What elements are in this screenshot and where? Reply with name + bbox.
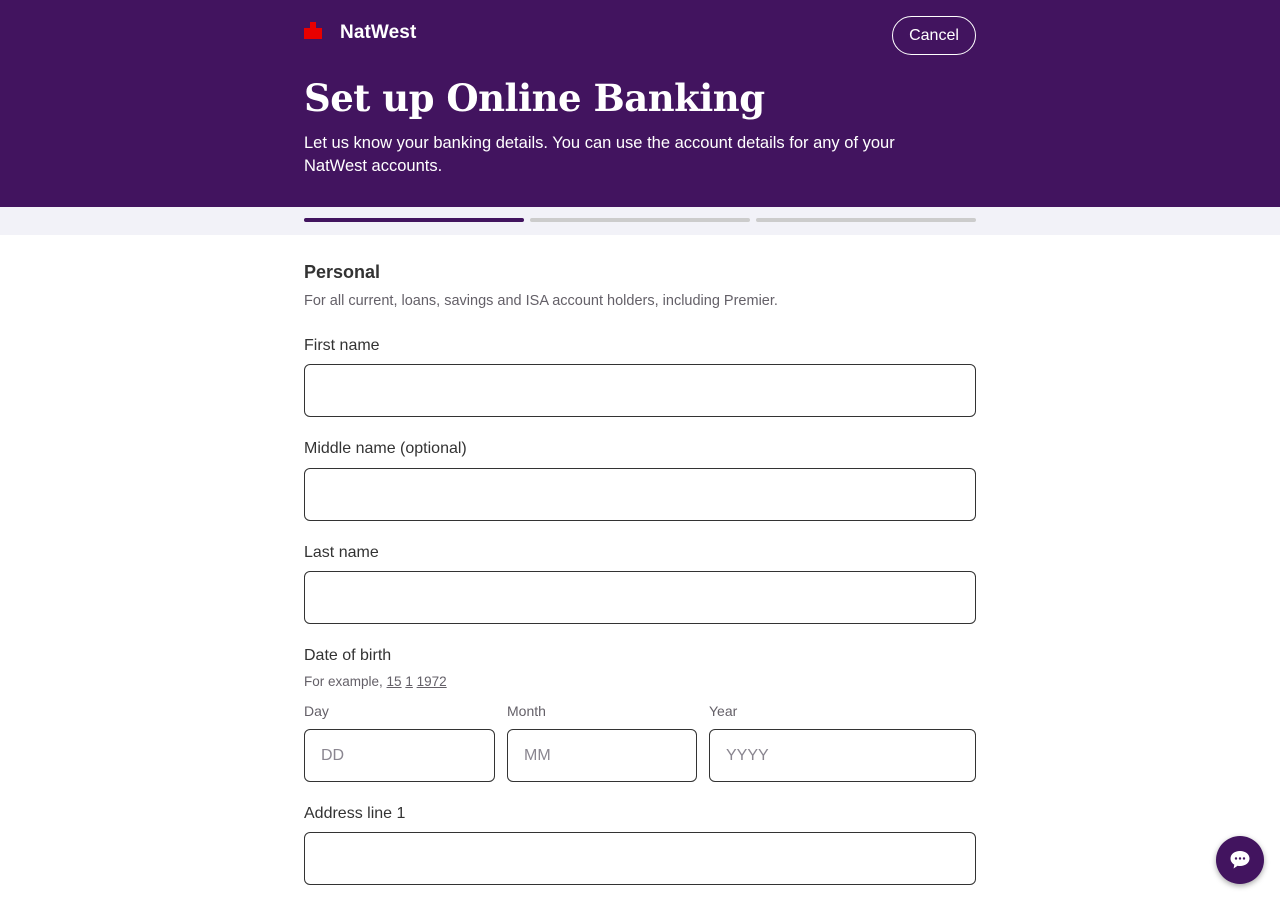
section-description: For all current, loans, savings and ISA account holders, including Premier. [304, 293, 778, 309]
progress-indicator [0, 207, 1280, 235]
chat-button[interactable] [1216, 836, 1264, 884]
dob-year-label: Year [709, 703, 738, 719]
dob-hint [304, 674, 447, 689]
progress-step-1 [304, 218, 524, 222]
address-line-1-label: Address line 1 [304, 805, 406, 822]
dob-day-label: Day [304, 703, 329, 719]
progress-step-2 [530, 218, 750, 222]
dob-hint-month: 1 [405, 674, 413, 689]
natwest-logo-icon [304, 22, 326, 44]
last-name-input[interactable] [304, 571, 976, 624]
page-title: Set up Online Banking [304, 76, 765, 120]
cancel-button[interactable]: Cancel [892, 16, 976, 55]
address-line-1-input[interactable] [304, 832, 976, 885]
first-name-input[interactable] [304, 364, 976, 417]
dob-label: Date of birth [304, 647, 392, 664]
brand-name: NatWest [340, 22, 417, 43]
natwest-logo[interactable] [304, 22, 416, 44]
last-name-label: Last name [304, 544, 379, 561]
dob-month-label: Month [507, 703, 546, 719]
progress-step-3 [756, 218, 976, 222]
middle-name-input[interactable] [304, 468, 976, 521]
dob-year-input[interactable] [709, 729, 976, 782]
section-title: Personal [304, 262, 381, 282]
dob-hint-year: 1972 [416, 674, 447, 689]
header-banner [0, 0, 1280, 207]
dob-hint-prefix: For example, [304, 674, 383, 689]
page-intro: Let us know your banking details. You can use the account details for any of your NatWest accounts. [304, 134, 895, 175]
first-name-label: First name [304, 337, 380, 354]
dob-day-input[interactable] [304, 729, 495, 782]
dob-hint-day: 15 [386, 674, 402, 689]
middle-name-label: Middle name (optional) [304, 440, 467, 457]
dob-month-input[interactable] [507, 729, 697, 782]
chat-bubble-icon [1228, 849, 1252, 871]
